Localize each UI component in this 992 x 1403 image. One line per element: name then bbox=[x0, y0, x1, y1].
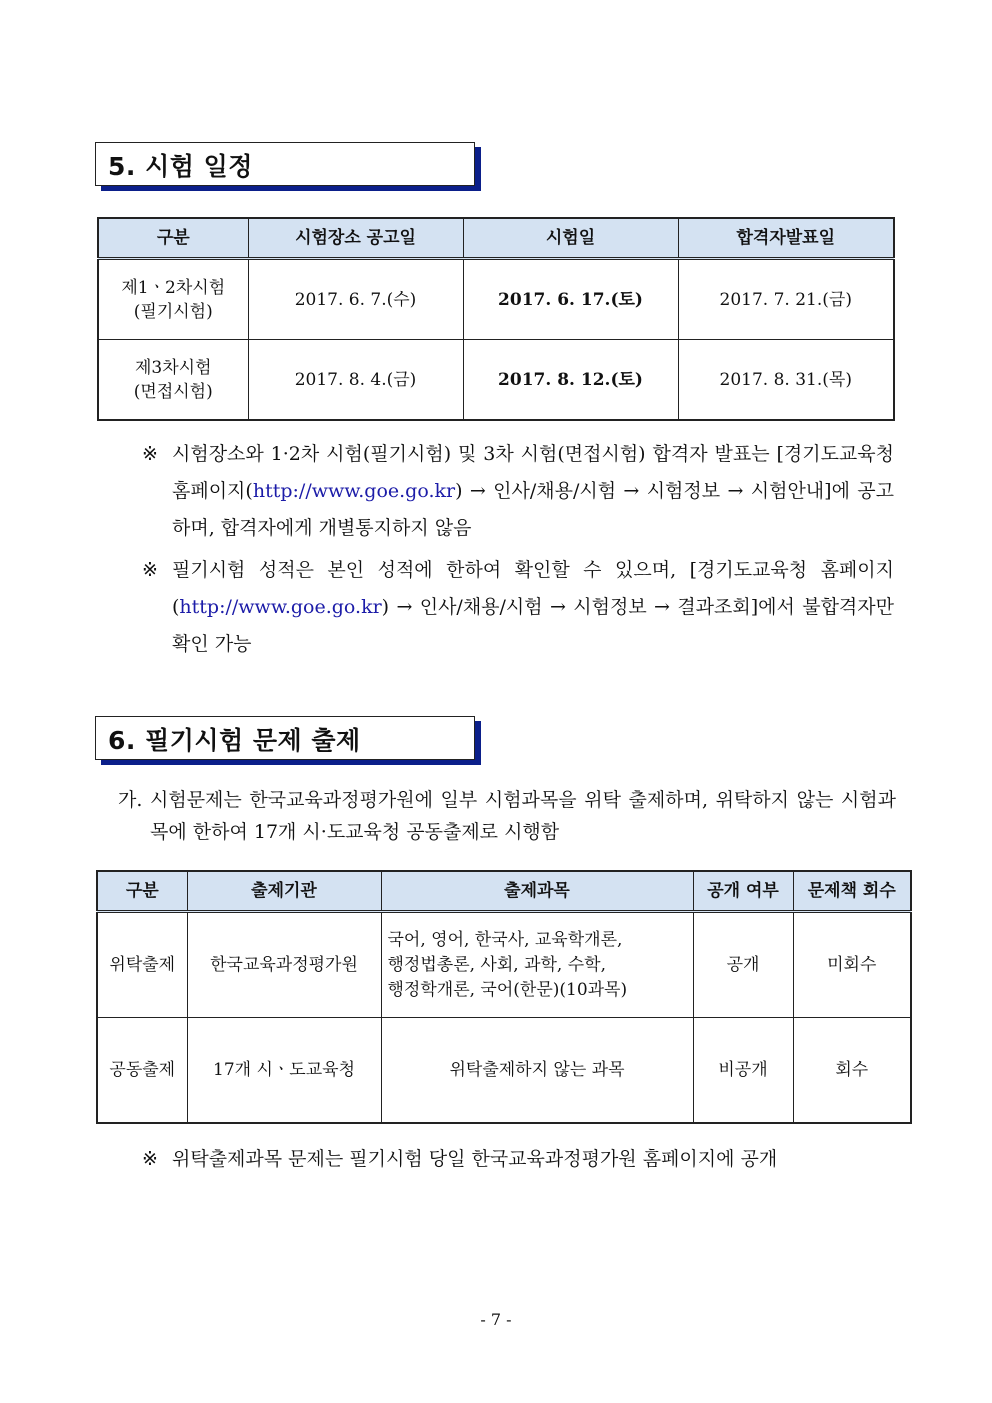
note-mark: ※ bbox=[142, 1148, 158, 1170]
note-mark: ※ bbox=[142, 443, 158, 465]
venue-notice-cell: 2017. 6. 7.(수) bbox=[248, 259, 463, 340]
setting-collect-cell: 미회수 bbox=[793, 912, 911, 1018]
page-number: - 7 - bbox=[480, 1310, 512, 1329]
exam-setting-table bbox=[96, 870, 912, 1124]
section-6-title: 6. 필기시험 문제 출제 bbox=[108, 726, 361, 755]
note-text: 시험장소와 1·2차 시험(필기시험) 및 3차 시험(면접시험) 합격자 발표는 [경기도교육청 홈페이지( bbox=[172, 443, 894, 502]
schedule-table bbox=[97, 217, 895, 421]
category-line: (면접시험) bbox=[133, 381, 213, 402]
note-text: ) → 인사/채용/시험 → 시험정보 → 결과조회]에서 불합격자만 확인 가능 bbox=[172, 596, 894, 655]
setting-public-cell: 공개 bbox=[693, 912, 793, 1018]
note-mark: ※ bbox=[142, 559, 158, 581]
paragraph-mark: 가. bbox=[118, 789, 143, 811]
schedule-header-cell: 시험장소 공고일 bbox=[248, 218, 463, 259]
schedule-header-cell: 구분 bbox=[98, 218, 248, 259]
paragraph-ga bbox=[118, 784, 896, 848]
subject-line: 행정학개론, 국어(한문)(10과목) bbox=[387, 979, 628, 1000]
section-5-heading bbox=[95, 142, 475, 186]
result-date-cell: 2017. 8. 31.(목) bbox=[678, 340, 894, 421]
category-line: (필기시험) bbox=[133, 301, 213, 322]
note-score-check bbox=[142, 552, 894, 663]
exam-date-cell: 2017. 8. 12.(토) bbox=[463, 340, 678, 421]
setting-header-cell: 문제책 회수 bbox=[793, 871, 911, 912]
setting-header-cell: 공개 여부 bbox=[693, 871, 793, 912]
category-line: 제3차시험 bbox=[134, 357, 212, 378]
note-text: ) → 인사/채용/시험 → 시험정보 → 시험안내]에 공고하며, 합격자에게 개별통지하지 않음 bbox=[172, 480, 894, 539]
setting-type-cell: 위탁출제 bbox=[97, 912, 187, 1018]
result-date-cell: 2017. 7. 21.(금) bbox=[678, 259, 894, 340]
subject-line: 국어, 영어, 한국사, 교육학개론, bbox=[387, 929, 623, 950]
note-announcement bbox=[142, 436, 894, 547]
setting-subjects-cell: 위탁출제하지 않는 과목 bbox=[381, 1018, 693, 1124]
schedule-category-cell bbox=[98, 340, 248, 421]
setting-public-cell: 비공개 bbox=[693, 1018, 793, 1124]
setting-type-cell: 공동출제 bbox=[97, 1018, 187, 1124]
note-public-release bbox=[142, 1141, 894, 1178]
table-row bbox=[98, 340, 894, 421]
setting-collect-cell: 회수 bbox=[793, 1018, 911, 1124]
note-body bbox=[172, 436, 894, 547]
table-row bbox=[98, 259, 894, 340]
homepage-link[interactable]: http://www.goe.go.kr bbox=[252, 480, 456, 502]
subject-line: 행정법총론, 사회, 과학, 수학, bbox=[387, 954, 606, 975]
section-6-heading bbox=[95, 716, 475, 760]
setting-org-cell: 한국교육과정평가원 bbox=[187, 912, 381, 1018]
schedule-header-row bbox=[98, 218, 894, 259]
schedule-category-cell bbox=[98, 259, 248, 340]
setting-header-cell: 출제과목 bbox=[381, 871, 693, 912]
setting-subjects-cell bbox=[381, 912, 693, 1018]
note-text: 필기시험 성적은 본인 성적에 한하여 확인할 수 있으며, [경기도교육청 홈페이지( bbox=[172, 559, 894, 618]
homepage-link[interactable]: http://www.goe.go.kr bbox=[179, 596, 382, 618]
note-body bbox=[172, 552, 894, 663]
section-5-title: 5. 시험 일정 bbox=[108, 152, 253, 181]
category-line: 제1ㆍ2차시험 bbox=[121, 277, 226, 298]
setting-header-cell: 출제기관 bbox=[187, 871, 381, 912]
schedule-header-cell: 합격자발표일 bbox=[678, 218, 894, 259]
setting-org-cell: 17개 시ㆍ도교육청 bbox=[187, 1018, 381, 1124]
exam-date-cell: 2017. 6. 17.(토) bbox=[463, 259, 678, 340]
setting-header-row bbox=[97, 871, 911, 912]
note-body: 위탁출제과목 문제는 필기시험 당일 한국교육과정평가원 홈페이지에 공개 bbox=[172, 1148, 778, 1170]
table-row bbox=[97, 1018, 911, 1124]
schedule-header-cell: 시험일 bbox=[463, 218, 678, 259]
table-row bbox=[97, 912, 911, 1018]
paragraph-text: 시험문제는 한국교육과정평가원에 일부 시험과목을 위탁 출제하며, 위탁하지 않는 시험과목에 한하여 17개 시·도교육청 공동출제로 시행함 bbox=[150, 789, 896, 843]
setting-header-cell: 구분 bbox=[97, 871, 187, 912]
venue-notice-cell: 2017. 8. 4.(금) bbox=[248, 340, 463, 421]
